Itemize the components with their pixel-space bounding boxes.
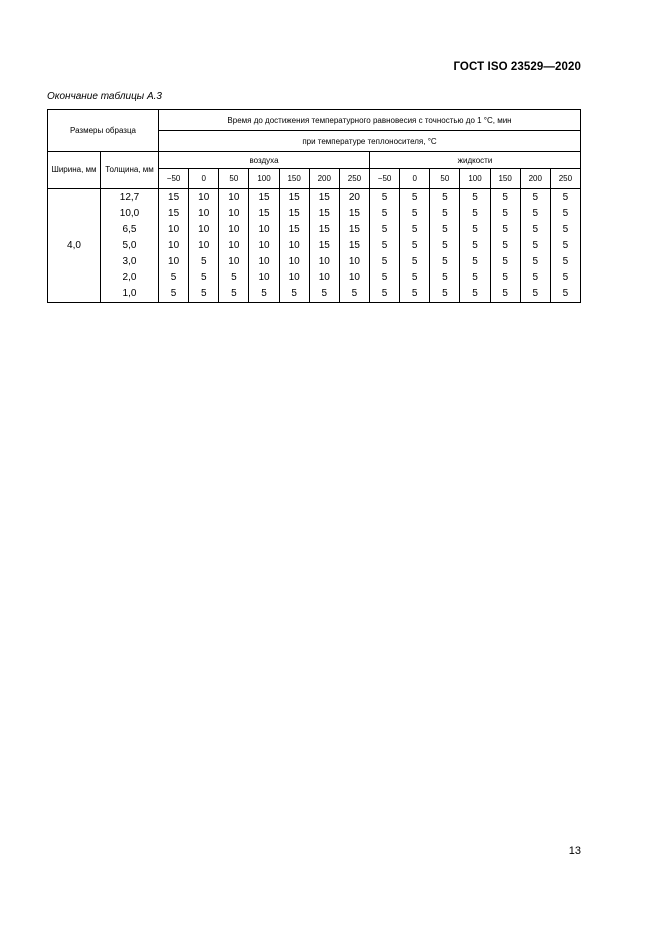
air-time-cell: 5 [189, 253, 219, 269]
liquid-time-cell: 5 [370, 189, 400, 206]
liquid-time-cell: 5 [520, 269, 550, 285]
air-time-cell: 20 [339, 189, 369, 206]
liquid-time-cell: 5 [520, 221, 550, 237]
table-row [48, 221, 581, 237]
header-temp-caption: при температуре теплоносителя, °С [159, 131, 581, 152]
air-time-cell: 10 [219, 253, 249, 269]
air-time-cell: 5 [249, 285, 279, 303]
table-row [48, 237, 581, 253]
liquid-time-cell: 5 [430, 253, 460, 269]
table-row [48, 189, 581, 206]
page-number: 13 [568, 845, 581, 857]
air-time-cell: 10 [219, 237, 249, 253]
air-time-cell: 5 [309, 285, 339, 303]
liquid-time-cell: 5 [550, 189, 580, 206]
air-time-cell: 10 [219, 189, 249, 206]
air-time-cell: 15 [309, 205, 339, 221]
air-time-cell: 15 [279, 221, 309, 237]
air-time-cell: 15 [339, 221, 369, 237]
liquid-time-cell: 5 [490, 221, 520, 237]
liquid-time-cell: 5 [370, 285, 400, 303]
liquid-time-cell: 5 [370, 221, 400, 237]
air-time-cell: 15 [159, 189, 189, 206]
liquid-time-cell: 5 [430, 285, 460, 303]
liquid-time-cell: 5 [400, 221, 430, 237]
liquid-temp-header: 200 [520, 169, 550, 189]
liquid-time-cell: 5 [460, 221, 490, 237]
air-time-cell: 5 [159, 285, 189, 303]
header-width: Ширина, мм [48, 152, 101, 189]
liquid-time-cell: 5 [400, 205, 430, 221]
air-time-cell: 10 [189, 205, 219, 221]
thickness-cell: 6,5 [101, 221, 159, 237]
width-value: 4,0 [48, 189, 101, 303]
air-temp-header: 100 [249, 169, 279, 189]
liquid-time-cell: 5 [490, 237, 520, 253]
liquid-time-cell: 5 [490, 285, 520, 303]
air-temp-header: −50 [159, 169, 189, 189]
air-time-cell: 15 [279, 205, 309, 221]
air-time-cell: 5 [219, 285, 249, 303]
air-time-cell: 10 [159, 221, 189, 237]
header-sample-size: Размеры образца [48, 110, 159, 152]
liquid-time-cell: 5 [460, 285, 490, 303]
air-time-cell: 5 [159, 269, 189, 285]
air-time-cell: 5 [279, 285, 309, 303]
air-time-cell: 5 [339, 285, 369, 303]
air-time-cell: 10 [189, 189, 219, 206]
liquid-time-cell: 5 [400, 269, 430, 285]
liquid-time-cell: 5 [550, 237, 580, 253]
thickness-cell: 10,0 [101, 205, 159, 221]
air-time-cell: 10 [249, 269, 279, 285]
liquid-time-cell: 5 [430, 269, 460, 285]
air-time-cell: 5 [189, 269, 219, 285]
air-time-cell: 15 [309, 237, 339, 253]
thickness-cell: 12,7 [101, 189, 159, 206]
air-time-cell: 15 [249, 189, 279, 206]
air-time-cell: 10 [339, 269, 369, 285]
table-body [48, 189, 581, 303]
liquid-time-cell: 5 [550, 205, 580, 221]
liquid-time-cell: 5 [490, 189, 520, 206]
liquid-temp-header: 0 [400, 169, 430, 189]
table-row [48, 205, 581, 221]
air-time-cell: 5 [219, 269, 249, 285]
air-time-cell: 10 [159, 237, 189, 253]
header-air: воздуха [159, 152, 370, 169]
air-time-cell: 10 [279, 237, 309, 253]
liquid-time-cell: 5 [370, 253, 400, 269]
air-time-cell: 10 [309, 253, 339, 269]
air-time-cell: 15 [309, 221, 339, 237]
data-table [47, 109, 581, 303]
air-time-cell: 10 [279, 269, 309, 285]
air-time-cell: 10 [189, 221, 219, 237]
liquid-time-cell: 5 [370, 269, 400, 285]
air-time-cell: 15 [339, 205, 369, 221]
thickness-cell: 5,0 [101, 237, 159, 253]
liquid-time-cell: 5 [400, 253, 430, 269]
liquid-temp-header: 100 [460, 169, 490, 189]
air-time-cell: 15 [249, 205, 279, 221]
air-time-cell: 15 [309, 189, 339, 206]
table-caption: Окончание таблицы А.3 [47, 91, 162, 102]
air-temp-header: 150 [279, 169, 309, 189]
air-time-cell: 10 [279, 253, 309, 269]
liquid-time-cell: 5 [370, 237, 400, 253]
table-row [48, 285, 581, 303]
liquid-time-cell: 5 [460, 205, 490, 221]
liquid-time-cell: 5 [490, 253, 520, 269]
table-row [48, 269, 581, 285]
liquid-time-cell: 5 [430, 189, 460, 206]
liquid-time-cell: 5 [460, 189, 490, 206]
air-time-cell: 15 [339, 237, 369, 253]
liquid-time-cell: 5 [520, 189, 550, 206]
liquid-time-cell: 5 [400, 285, 430, 303]
table-row [48, 253, 581, 269]
thickness-cell: 2,0 [101, 269, 159, 285]
air-temp-header: 0 [189, 169, 219, 189]
header-thickness: Толщина, мм [101, 152, 159, 189]
air-temp-header: 200 [309, 169, 339, 189]
air-temp-header: 250 [339, 169, 369, 189]
document-standard-header: ГОСТ ISO 23529—2020 [453, 61, 581, 73]
liquid-time-cell: 5 [550, 269, 580, 285]
header-time-caption: Время до достижения температурного равновесия с точностью до 1 °С, мин [159, 110, 581, 131]
air-time-cell: 10 [249, 237, 279, 253]
air-time-cell: 10 [249, 253, 279, 269]
liquid-time-cell: 5 [460, 253, 490, 269]
air-time-cell: 10 [339, 253, 369, 269]
thickness-cell: 1,0 [101, 285, 159, 303]
liquid-time-cell: 5 [490, 205, 520, 221]
air-time-cell: 10 [159, 253, 189, 269]
air-time-cell: 10 [249, 221, 279, 237]
air-time-cell: 10 [219, 205, 249, 221]
liquid-time-cell: 5 [550, 221, 580, 237]
liquid-time-cell: 5 [400, 189, 430, 206]
liquid-time-cell: 5 [490, 269, 520, 285]
liquid-time-cell: 5 [520, 237, 550, 253]
liquid-time-cell: 5 [370, 205, 400, 221]
header-liquid: жидкости [370, 152, 581, 169]
air-temp-header: 50 [219, 169, 249, 189]
air-time-cell: 15 [159, 205, 189, 221]
liquid-time-cell: 5 [430, 237, 460, 253]
liquid-temp-header: 250 [550, 169, 580, 189]
liquid-time-cell: 5 [460, 237, 490, 253]
air-time-cell: 10 [309, 269, 339, 285]
liquid-temp-header: 50 [430, 169, 460, 189]
liquid-time-cell: 5 [550, 253, 580, 269]
air-time-cell: 10 [189, 237, 219, 253]
air-time-cell: 5 [189, 285, 219, 303]
liquid-temp-header: −50 [370, 169, 400, 189]
liquid-time-cell: 5 [520, 253, 550, 269]
liquid-time-cell: 5 [520, 285, 550, 303]
thickness-cell: 3,0 [101, 253, 159, 269]
liquid-temp-header: 150 [490, 169, 520, 189]
liquid-time-cell: 5 [430, 221, 460, 237]
liquid-time-cell: 5 [550, 285, 580, 303]
air-time-cell: 10 [219, 221, 249, 237]
liquid-time-cell: 5 [460, 269, 490, 285]
liquid-time-cell: 5 [400, 237, 430, 253]
air-time-cell: 15 [279, 189, 309, 206]
liquid-time-cell: 5 [430, 205, 460, 221]
liquid-time-cell: 5 [520, 205, 550, 221]
